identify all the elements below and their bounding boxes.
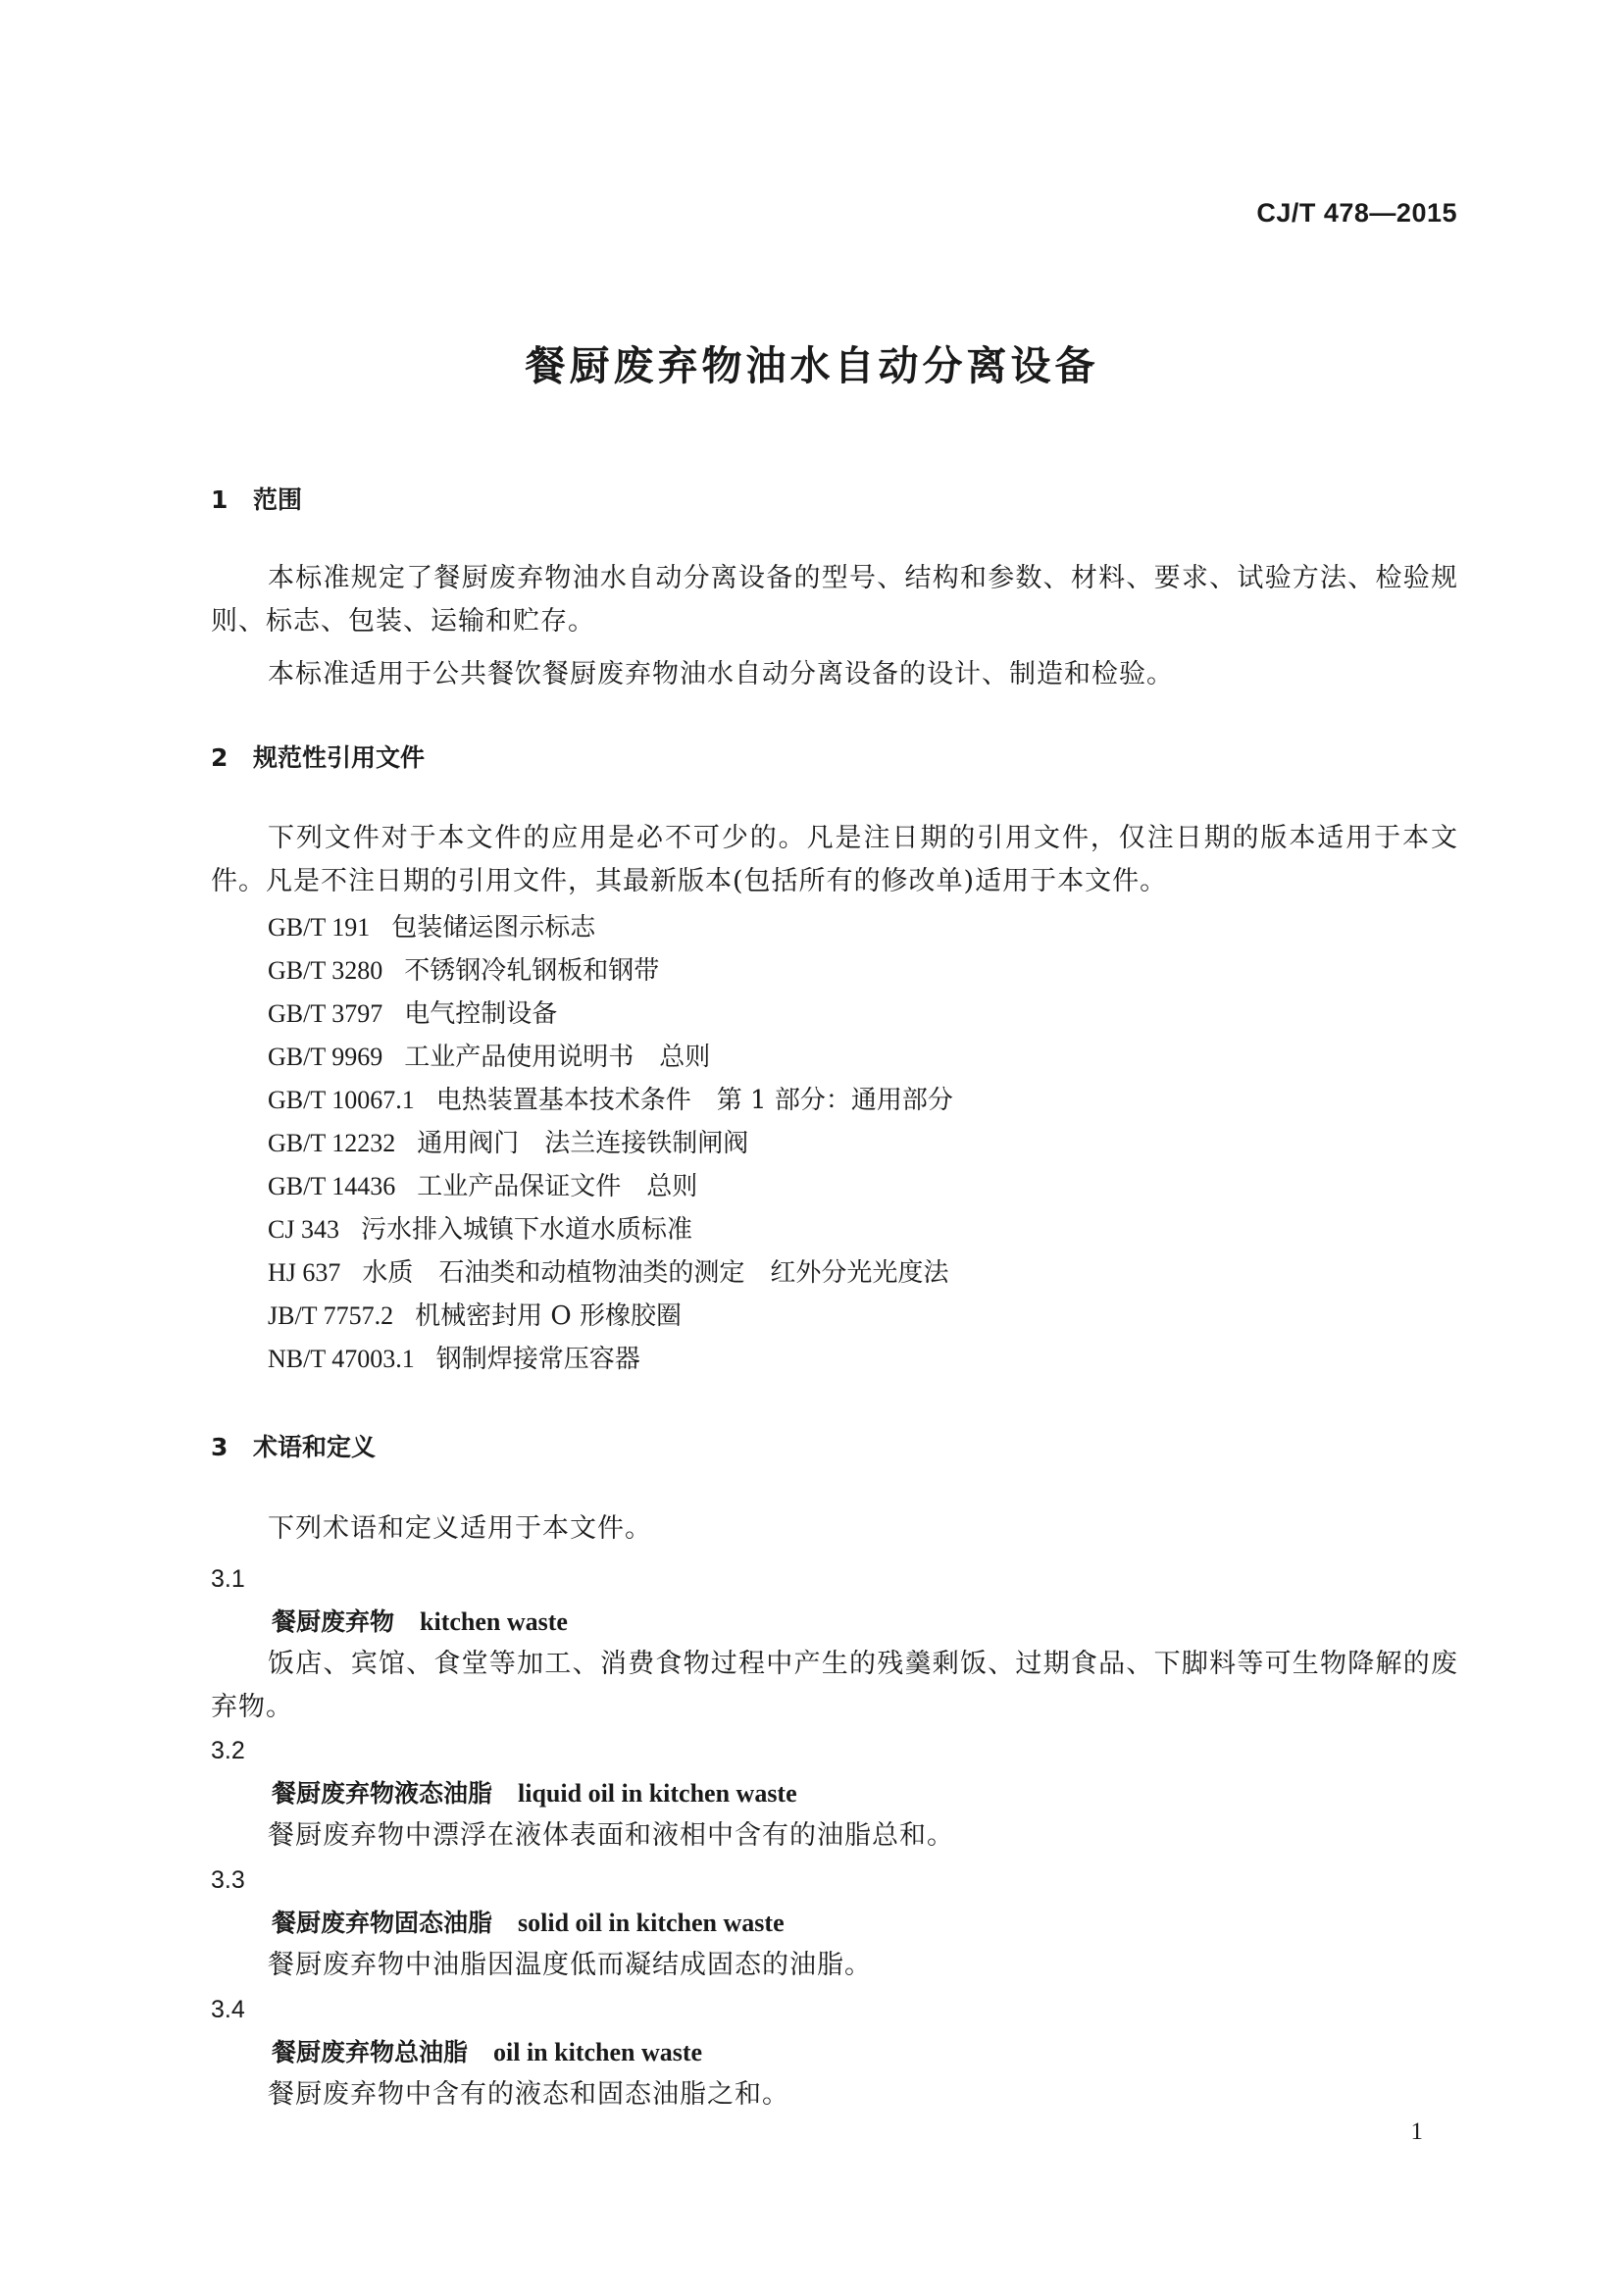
reference-item[interactable] [268, 1084, 953, 1117]
term-entry [272, 2036, 702, 2069]
reference-code: GB/T 3280 [268, 956, 383, 985]
section-title: 规范性引用文件 [253, 743, 426, 772]
clause-number: 3.2 [211, 1737, 245, 1764]
term-definition: 餐厨废弃物中漂浮在液体表面和液相中含有的油脂总和。 [268, 1820, 954, 1851]
reference-code: NB/T 47003.1 [268, 1345, 415, 1373]
reference-title: 通用阀门 法兰连接铁制闸阀 [417, 1129, 749, 1158]
reference-item[interactable] [268, 1213, 692, 1247]
references-intro: 下列文件对于本文件的应用是必不可少的。凡是注日期的引用文件，仅注日期的版本适用于本文件。凡是不注日期的引用文件，其最新版本(包括所有的修改单)适用于本文件。 [211, 823, 1458, 896]
term-entry [272, 1777, 797, 1810]
section-title: 术语和定义 [253, 1433, 377, 1461]
scope-paragraph: 本标准适用于公共餐饮餐厨废弃物油水自动分离设备的设计、制造和检验。 [268, 659, 1174, 689]
reference-title: 污水排入城镇下水道水质标准 [360, 1215, 692, 1245]
reference-item[interactable] [268, 911, 595, 944]
reference-title: 包装储运图示标志 [391, 913, 596, 943]
reference-item[interactable] [268, 1256, 948, 1290]
terms-intro: 下列术语和定义适用于本文件。 [268, 1513, 652, 1544]
reference-code: GB/T 191 [268, 913, 371, 942]
reference-item[interactable] [268, 1300, 682, 1333]
term-zh: 餐厨废弃物固态油脂 [272, 1909, 493, 1937]
clause-number: 3.4 [211, 1996, 245, 2023]
reference-item[interactable] [268, 1170, 697, 1203]
document-title: 餐厨废弃物油水自动分离设备 [525, 342, 1099, 389]
term-entry [272, 1606, 568, 1639]
reference-code: CJ 343 [268, 1215, 339, 1244]
page-number: 1 [1410, 2118, 1423, 2145]
reference-title: 钢制焊接常压容器 [435, 1345, 640, 1374]
term-en: solid oil in kitchen waste [518, 1909, 785, 1937]
reference-item[interactable] [268, 954, 659, 988]
term-zh: 餐厨废弃物总油脂 [272, 2038, 469, 2066]
reference-item[interactable] [268, 1127, 748, 1160]
section-heading-normative-references [211, 741, 425, 775]
reference-title: 不锈钢冷轧钢板和钢带 [404, 956, 660, 986]
reference-code: GB/T 3797 [268, 999, 383, 1028]
reference-item[interactable] [268, 997, 557, 1031]
reference-item[interactable] [268, 1041, 710, 1074]
term-en: oil in kitchen waste [493, 2038, 703, 2066]
reference-code: GB/T 12232 [268, 1129, 396, 1157]
section-title: 范围 [253, 485, 303, 514]
section-number: 2 [211, 743, 228, 772]
section-heading-scope [211, 484, 302, 517]
reference-title: 电热装置基本技术条件 第 1 部分：通用部分 [435, 1086, 953, 1115]
term-definition: 饭店、宾馆、食堂等加工、消费食物过程中产生的残羹剩饭、过期食品、下脚料等可生物降解的废弃物。 [211, 1649, 1458, 1722]
term-en: kitchen waste [420, 1607, 568, 1636]
standard-code: CJ/T 478—2015 [1256, 198, 1457, 228]
reference-code: GB/T 9969 [268, 1043, 383, 1071]
section-number: 3 [211, 1433, 228, 1461]
term-zh: 餐厨废弃物 [272, 1607, 395, 1636]
term-entry [272, 1907, 785, 1940]
clause-number: 3.3 [211, 1866, 245, 1894]
reference-code: GB/T 10067.1 [268, 1086, 415, 1114]
section-number: 1 [211, 485, 228, 514]
clause-number: 3.1 [211, 1565, 245, 1593]
reference-title: 水质 石油类和动植物油类的测定 红外分光光度法 [362, 1258, 949, 1288]
reference-code: GB/T 14436 [268, 1172, 396, 1200]
reference-title: 机械密封用 O 形橡胶圈 [415, 1301, 682, 1331]
reference-code: HJ 637 [268, 1258, 341, 1287]
term-definition: 餐厨废弃物中含有的液态和固态油脂之和。 [268, 2079, 789, 2110]
reference-title: 电气控制设备 [404, 999, 558, 1029]
reference-code: JB/T 7757.2 [268, 1301, 394, 1330]
term-en: liquid oil in kitchen waste [518, 1779, 797, 1808]
reference-item[interactable] [268, 1343, 640, 1376]
scope-paragraph: 本标准规定了餐厨废弃物油水自动分离设备的型号、结构和参数、材料、要求、试验方法、检验规则、标志、包装、运输和贮存。 [211, 563, 1458, 637]
reference-title: 工业产品使用说明书 总则 [404, 1043, 711, 1072]
term-definition: 餐厨废弃物中油脂因温度低而凝结成固态的油脂。 [268, 1950, 872, 1980]
section-heading-terms [211, 1431, 376, 1464]
term-zh: 餐厨废弃物液态油脂 [272, 1779, 493, 1808]
reference-title: 工业产品保证文件 总则 [417, 1172, 698, 1201]
